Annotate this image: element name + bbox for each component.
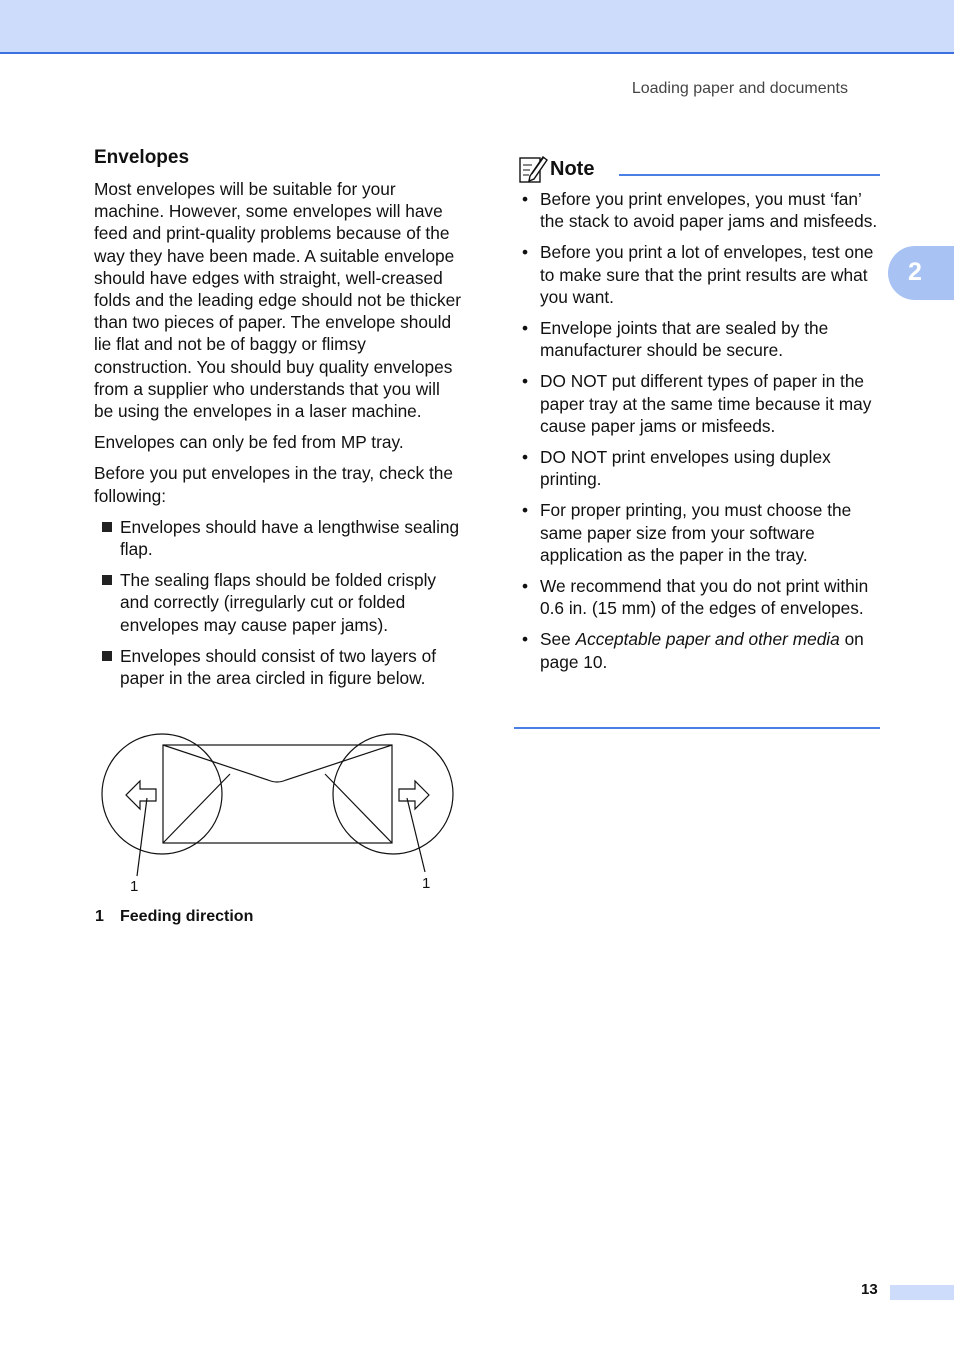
note-item	[514, 628, 880, 672]
note-item	[514, 575, 880, 619]
square-bullet-icon	[102, 522, 112, 532]
note-pencil-icon	[518, 154, 548, 189]
section-heading: Envelopes	[94, 147, 190, 168]
note-bottom-rule	[514, 727, 880, 729]
callout-line-right	[407, 798, 425, 872]
envelope-flap	[163, 745, 392, 782]
checklist-item	[94, 516, 462, 560]
see-prefix: See	[540, 629, 576, 650]
paragraph: Before you put envelopes in the tray, check the following:	[94, 463, 453, 506]
checklist	[94, 516, 462, 689]
bullet-icon: •	[522, 189, 529, 209]
bullet-icon: •	[522, 629, 529, 650]
running-head: Loading paper and documents	[631, 80, 848, 97]
page-number: 13	[861, 1281, 878, 1298]
note-item-text: DO NOT put different types of paper in the paper tray at the same time because it may cause paper jams or misfeeds.	[540, 371, 872, 436]
note-item	[514, 241, 880, 308]
chapter-number: 2	[908, 258, 922, 286]
page-tab	[890, 1285, 954, 1300]
circle-right-area	[333, 734, 453, 854]
note-item-text: We recommend that you do not print within 0.6 in. (15 mm) of the edges of envelopes.	[540, 576, 869, 619]
envelope-diagram	[96, 730, 462, 900]
paragraph: Envelopes can only be fed from MP tray.	[94, 432, 404, 453]
note-item	[514, 499, 880, 566]
square-bullet-icon	[102, 651, 112, 661]
callout-line-left	[137, 798, 147, 876]
arrow-right-icon	[399, 781, 429, 809]
checklist-item-text: Envelopes should consist of two layers of paper in the area circled in figure below.	[120, 645, 437, 689]
caption-text: Feeding direction	[120, 908, 254, 925]
note-item-text: For proper printing, you must choose the same paper size from your software application as the paper in the tray.	[540, 500, 852, 565]
envelope-figure	[96, 730, 462, 900]
arrow-left-icon	[126, 781, 156, 809]
header-band	[0, 0, 954, 54]
square-bullet-icon	[102, 575, 112, 585]
bullet-icon: •	[522, 447, 529, 468]
checklist-item	[94, 569, 462, 636]
see-suffix: on page 10.	[540, 629, 864, 672]
checklist-item-text: Envelopes should have a lengthwise sealing flap.	[120, 516, 460, 560]
note-list	[514, 188, 880, 673]
callout-label-left: 1	[130, 878, 139, 895]
note-item	[514, 370, 880, 437]
note-title: Note	[550, 158, 595, 180]
chapter-tab	[888, 246, 954, 300]
checklist-item	[94, 645, 462, 689]
note-box	[514, 152, 880, 682]
note-item-text: DO NOT print envelopes using duplex printing.	[540, 447, 831, 490]
note-item	[514, 317, 880, 361]
callout-label-right: 1	[422, 875, 431, 892]
note-item	[514, 188, 880, 232]
bullet-icon: •	[522, 242, 529, 263]
envelope-outline	[163, 745, 392, 843]
caption-number: 1	[95, 908, 104, 925]
note-item-text: Before you print envelopes, you must ‘fan’ the stack to avoid paper jams and misfeeds.	[540, 189, 878, 232]
figure-caption	[95, 908, 253, 926]
note-header-rule	[619, 174, 880, 176]
bullet-icon: •	[522, 371, 529, 392]
paragraph: Most envelopes will be suitable for your machine. However, some envelopes will have feed and print-quality problems because of the way they have been made. A suitable envelope should have edges with straight, well-creased folds and the leading edge should not be thicker than two pieces of paper. The envelope should lie flat and not be of baggy or flimsy construction. You should buy quality envelopes from a supplier who understands that you will be using the envelopes in a laser machine.	[94, 179, 462, 422]
circle-left-area	[102, 734, 222, 854]
bullet-icon: •	[522, 318, 529, 339]
cross-reference-link[interactable]: Acceptable paper and other media	[575, 629, 840, 650]
checklist-item-text: The sealing flaps should be folded crisply and correctly (irregularly cut or folded envelopes may cause paper jams).	[120, 570, 437, 635]
bullet-icon: •	[522, 500, 529, 521]
note-item-text: Before you print a lot of envelopes, test one to make sure that the print results are what you want.	[540, 242, 874, 307]
bullet-icon: •	[522, 576, 529, 597]
note-header	[514, 152, 880, 188]
note-item	[514, 446, 880, 490]
note-item-text: Envelope joints that are sealed by the manufacturer should be secure.	[540, 318, 829, 361]
envelopes-section	[94, 147, 462, 698]
